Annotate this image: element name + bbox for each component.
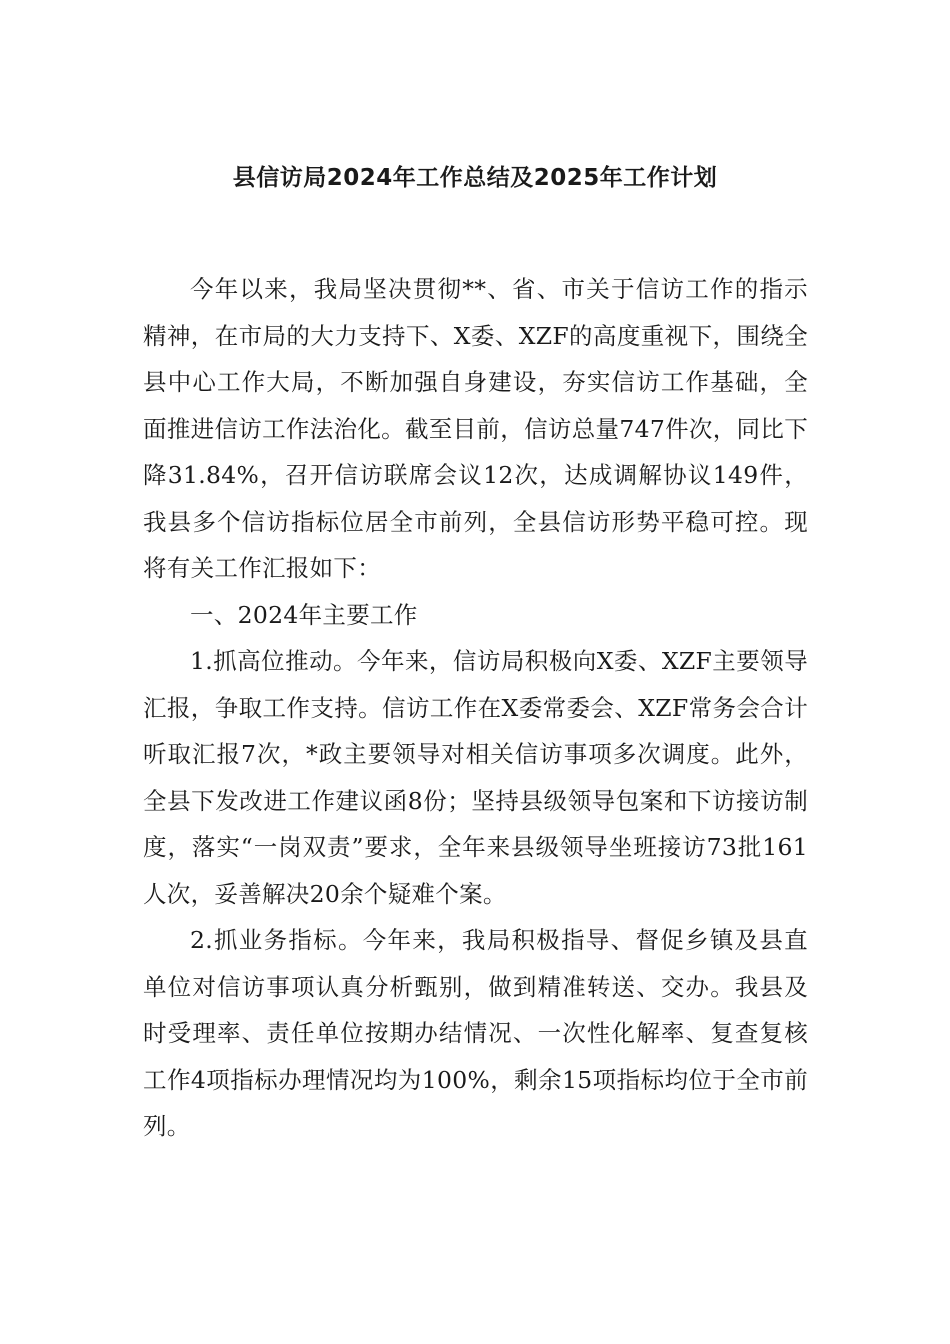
- item-paragraph-2: 2.抓业务指标。今年来，我局积极指导、督促乡镇及县直单位对信访事项认真分析甄别，做到精准转送、交办。我县及时受理率、责任单位按期办结情况、一次性化解率、复查复核工作4项指标办理情况均为100%，剩余15项指标均位于全市前列。: [143, 926, 808, 1140]
- section-heading: 一、2024年主要工作: [190, 600, 418, 629]
- item-paragraph-1: 1.抓高位推动。今年来，信访局积极向X委、XZF主要领导汇报，争取工作支持。信访工作在X委常委会、XZF常务会合计听取汇报7次，*政主要领导对相关信访事项多次调度。此外，全县下发改进工作建议函8份；坚持县级领导包案和下访接访制度，落实“一岗双责”要求，全年来县级领导坐班接访73批161人次，妥善解决20余个疑难个案。: [143, 647, 808, 908]
- document-title: 县信访局2024年工作总结及2025年工作计划: [232, 165, 718, 191]
- intro-paragraph: 今年以来，我局坚决贯彻**、省、市关于信访工作的指示精神，在市局的大力支持下、X委、XZF的高度重视下，围绕全县中心工作大局，不断加强自身建设，夯实信访工作基础，全面推进信访工作法治化。截至目前，信访总量747件次，同比下降31.84%，召开信访联席会议12次，达成调解协议149件，我县多个信访指标位居全市前列，全县信访形势平稳可控。现将有关工作汇报如下：: [143, 275, 808, 582]
- document-body: [143, 266, 808, 1150]
